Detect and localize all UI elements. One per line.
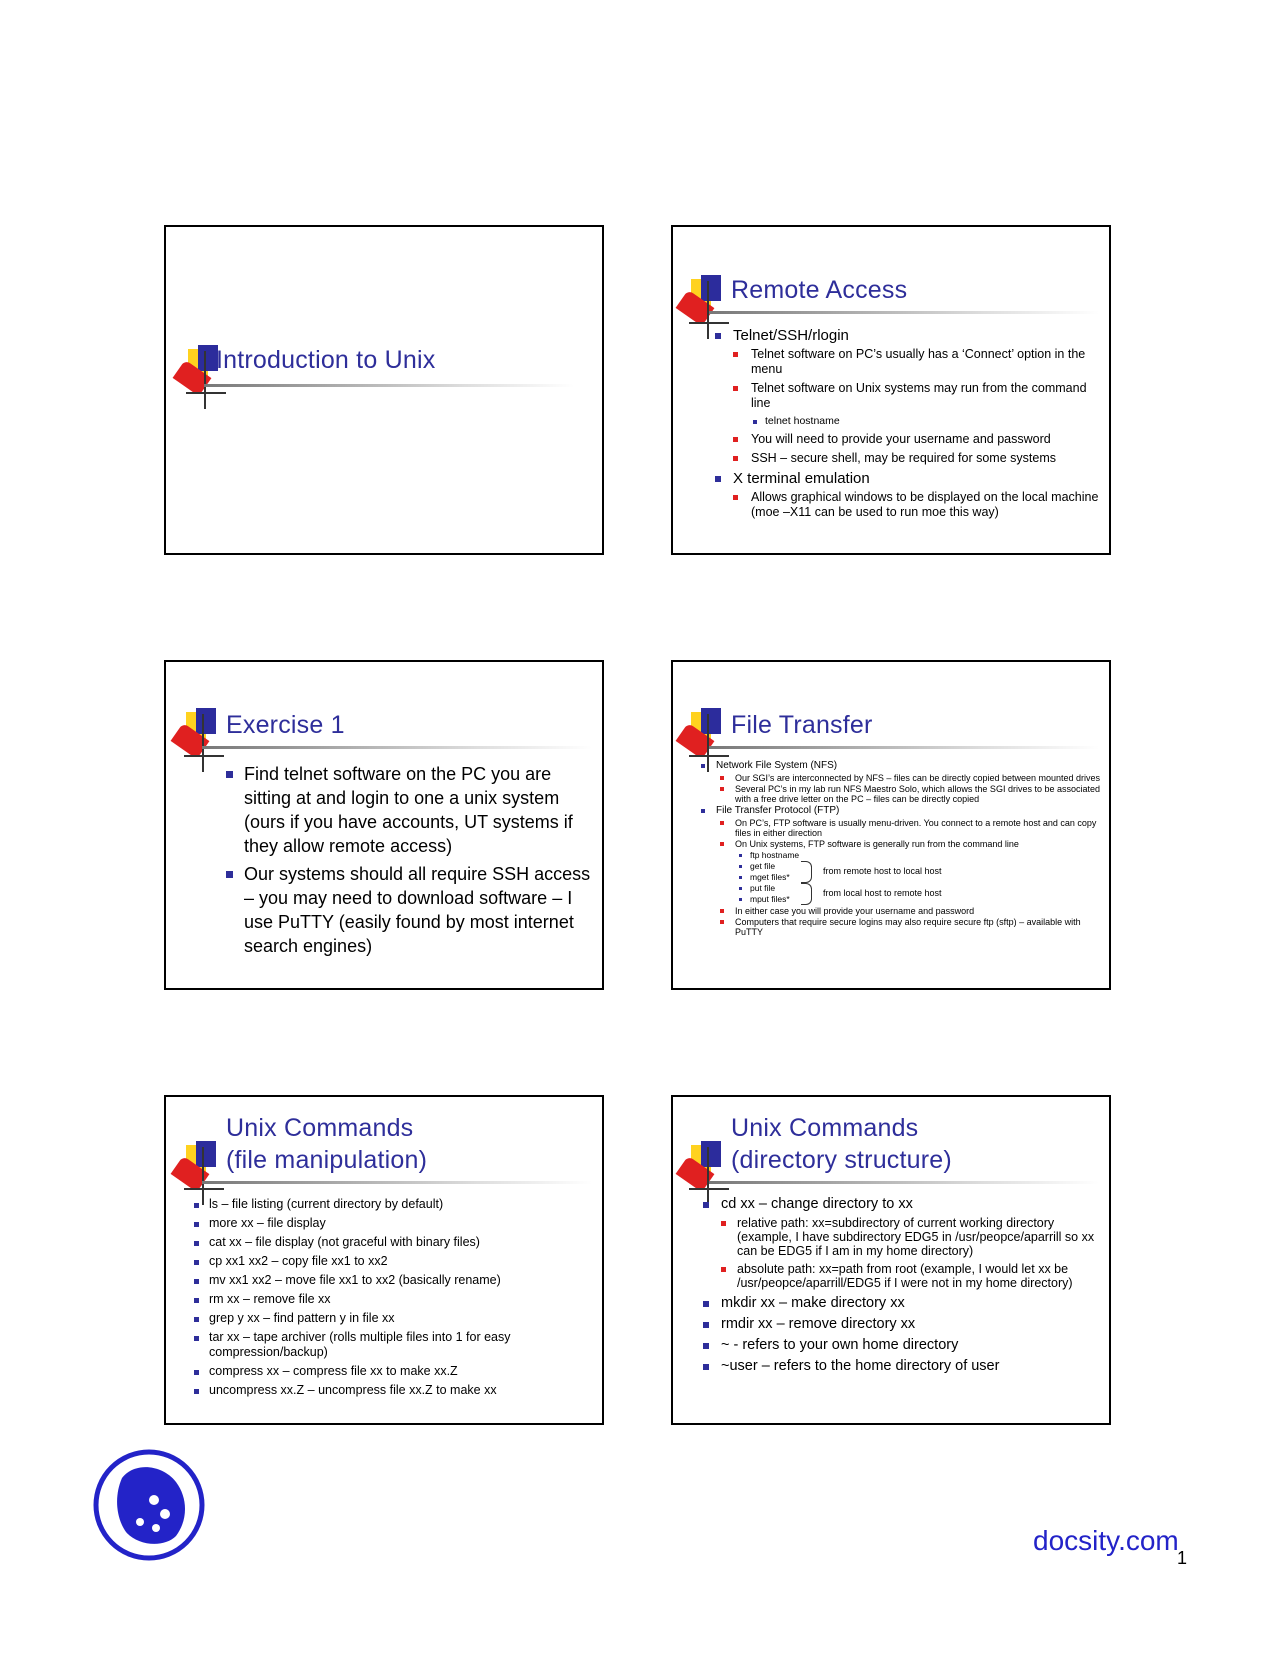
slide-title: Exercise 1 <box>226 711 345 739</box>
slide-body <box>226 762 594 962</box>
list-item: grep y xx – find pattern y in file xx <box>194 1311 594 1326</box>
slide-4 <box>671 660 1111 990</box>
list-item: ~ - refers to your own home directory <box>703 1336 1103 1354</box>
slide-title-line: (file manipulation) <box>226 1146 428 1174</box>
list-item: telnet hostname <box>753 415 1105 428</box>
ftp-command: mput files* <box>739 894 1101 905</box>
list-item: rmdir xx – remove directory xx <box>703 1315 1103 1333</box>
brace-icon <box>801 861 812 883</box>
slide-2 <box>671 225 1111 555</box>
slide-decoration-icon <box>172 708 228 774</box>
list-item: Computers that require secure logins may also require secure ftp (sftp) – available with PuTTY <box>720 917 1101 937</box>
ftp-note: from remote host to local host <box>823 866 942 876</box>
list-item: Our SGI’s are interconnected by NFS – files can be directly copied between mounted drives <box>720 773 1101 783</box>
list-item: absolute path: xx=path from root (example, I would let xx be /usr/peopce/aparrill/EDG5 if I were not in my home directory) <box>721 1262 1103 1290</box>
list-item: relative path: xx=subdirectory of current working directory (example, I have subdirectory EDG5 in /usr/peopce/aparrill so xx can be EDG5 if I am in my home directory) <box>721 1216 1103 1258</box>
list-item: Allows graphical windows to be displayed on the local machine (moe –X11 can be used to run moe this way) <box>733 490 1105 520</box>
list-item: Several PC’s in my lab run NFS Maestro Solo, which allows the SGI drives to be associated with a free drive letter on the PC – files can be directly copied <box>720 784 1101 804</box>
title-rule <box>204 384 574 387</box>
list-item: SSH – secure shell, may be required for some systems <box>733 451 1105 466</box>
list-item: You will need to provide your username and password <box>733 432 1105 447</box>
list-item: mv xx1 xx2 – move file xx1 to xx2 (basically rename) <box>194 1273 594 1288</box>
slide-title: Introduction to Unix <box>216 346 436 374</box>
title-rule <box>202 746 592 749</box>
list-item: File Transfer Protocol (FTP) <box>701 805 1101 817</box>
ftp-command: mget files* <box>739 872 1101 883</box>
slide-title-line: Unix Commands <box>226 1114 414 1142</box>
list-item: cd xx – change directory to xx <box>703 1195 1103 1213</box>
slide-6 <box>671 1095 1111 1425</box>
slide-title: File Transfer <box>731 711 873 739</box>
list-item: rm xx – remove file xx <box>194 1292 594 1307</box>
list-item: cat xx – file display (not graceful with binary files) <box>194 1235 594 1250</box>
list-item: Telnet/SSH/rlogin <box>715 327 1105 345</box>
slide-5 <box>164 1095 604 1425</box>
title-rule <box>709 746 1099 749</box>
ftp-command: ftp hostname <box>739 850 1101 861</box>
list-item: tar xx – tape archiver (rolls multiple files into 1 for easy compression/backup) <box>194 1330 594 1360</box>
title-rule <box>202 1181 592 1184</box>
list-item: cp xx1 xx2 – copy file xx1 to xx2 <box>194 1254 594 1269</box>
list-item: uncompress xx.Z – uncompress file xx.Z to make xx <box>194 1383 594 1398</box>
brand-link[interactable]: docsity.com <box>1033 1525 1179 1556</box>
list-item: Network File System (NFS) <box>701 760 1101 772</box>
slide-body <box>701 760 1101 938</box>
slide-title-line: (directory structure) <box>731 1146 952 1174</box>
list-item: mkdir xx – make directory xx <box>703 1294 1103 1312</box>
list-item: Telnet software on PC’s usually has a ‘Connect’ option in the menu <box>733 347 1105 377</box>
title-rule <box>709 1181 1099 1184</box>
ftp-commands <box>739 850 1101 906</box>
list-item: Our systems should all require SSH access – you may need to download software – I use PuTTY (easily found by most internet search engines) <box>226 862 594 958</box>
slide-body <box>703 1195 1103 1378</box>
list-item: On Unix systems, FTP software is generally run from the command line <box>720 839 1101 849</box>
list-item: ls – file listing (current directory by default) <box>194 1197 594 1212</box>
list-item: On PC’s, FTP software is usually menu-driven. You connect to a remote host and can copy files in either direction <box>720 818 1101 838</box>
slide-body <box>715 327 1105 524</box>
list-item: Find telnet software on the PC you are sitting at and login to one a unix system (ours if you have accounts, UT systems if they allow remote access) <box>226 762 594 858</box>
ftp-command: get file <box>739 861 1101 872</box>
slide-title <box>731 1112 952 1176</box>
slide-title: Remote Access <box>731 276 908 304</box>
slide-title <box>226 1112 427 1176</box>
ftp-command: put file <box>739 883 1101 894</box>
list-item: more xx – file display <box>194 1216 594 1231</box>
list-item: compress xx – compress file xx to make xx.Z <box>194 1364 594 1379</box>
list-item: X terminal emulation <box>715 470 1105 488</box>
brace-icon <box>801 883 812 905</box>
list-item: Telnet software on Unix systems may run from the command line <box>733 381 1105 411</box>
ftp-note: from local host to remote host <box>823 888 942 898</box>
slide-3 <box>164 660 604 990</box>
list-item: ~user – refers to the home directory of user <box>703 1357 1103 1375</box>
slide-1 <box>164 225 604 555</box>
title-rule <box>709 311 1099 314</box>
slide-body <box>194 1197 594 1402</box>
slide-title-line: Unix Commands <box>731 1114 919 1142</box>
list-item: In either case you will provide your username and password <box>720 906 1101 916</box>
docsity-logo-icon <box>92 1448 206 1562</box>
page-number: 1 <box>1177 1548 1188 1568</box>
